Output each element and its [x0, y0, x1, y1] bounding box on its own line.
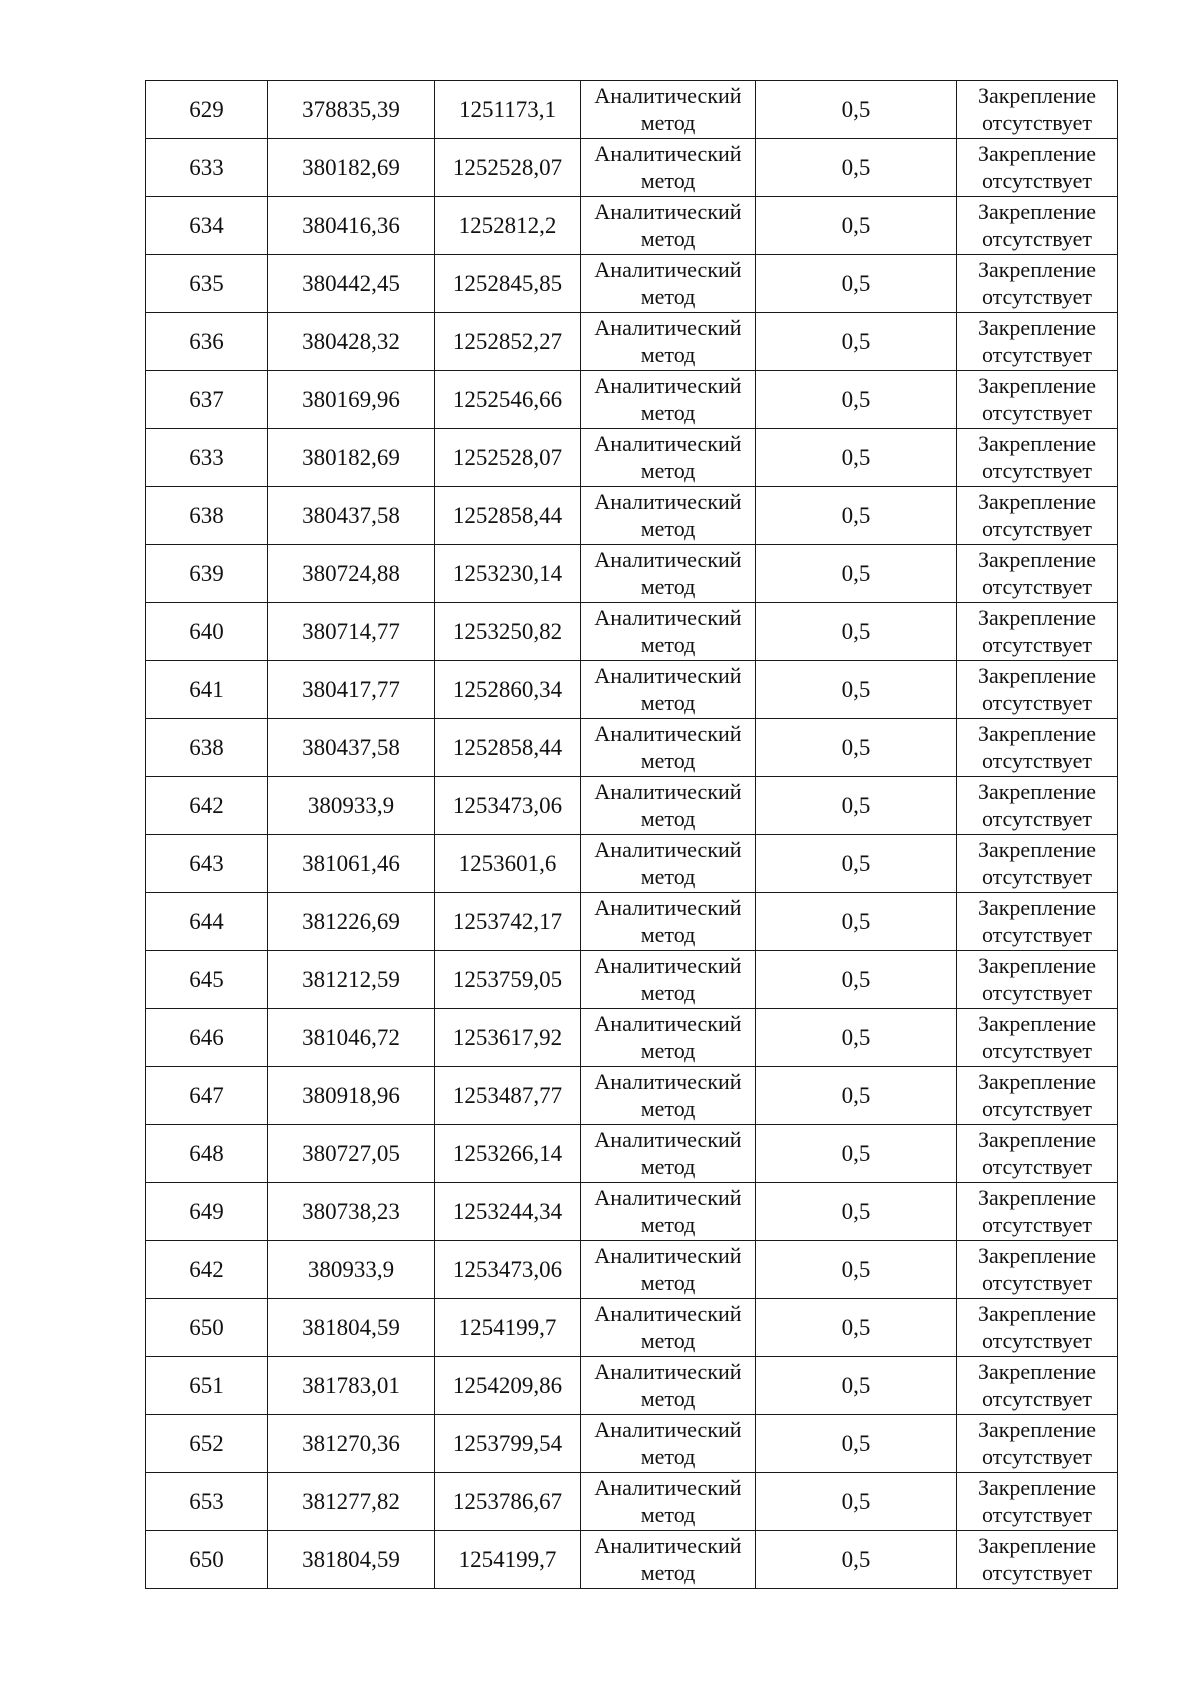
- method-cell: [581, 893, 756, 951]
- method-text-line1: Аналитический: [594, 257, 742, 282]
- method-text-line2: метод: [640, 922, 696, 947]
- point-number-cell: 629: [146, 81, 268, 139]
- fixing-text-line2: отсутствует: [981, 110, 1093, 135]
- x-coordinate-cell: 380727,05: [268, 1125, 435, 1183]
- point-number-cell: 638: [146, 487, 268, 545]
- method-text-line1: Аналитический: [594, 489, 742, 514]
- fixing-cell: [957, 1299, 1118, 1357]
- accuracy-cell: 0,5: [756, 1473, 957, 1531]
- table-row: [146, 1009, 1118, 1067]
- y-coordinate-cell: 1254199,7: [435, 1299, 581, 1357]
- fixing-cell: [957, 139, 1118, 197]
- fixing-cell: [957, 1415, 1118, 1473]
- x-coordinate-cell: 381277,82: [268, 1473, 435, 1531]
- fixing-cell: [957, 1183, 1118, 1241]
- fixing-text-line2: отсутствует: [981, 1386, 1093, 1411]
- point-number-cell: 642: [146, 777, 268, 835]
- point-number-cell: 646: [146, 1009, 268, 1067]
- fixing-text-line2: отсутствует: [981, 284, 1093, 309]
- table-row: [146, 1241, 1118, 1299]
- method-text-line2: метод: [640, 1096, 696, 1121]
- accuracy-cell: 0,5: [756, 1009, 957, 1067]
- method-cell: [581, 1473, 756, 1531]
- fixing-text-line2: отсутствует: [981, 1038, 1093, 1063]
- method-text-line2: метод: [640, 1038, 696, 1063]
- fixing-text-line2: отсутствует: [981, 1154, 1093, 1179]
- accuracy-cell: 0,5: [756, 429, 957, 487]
- method-text-line2: метод: [640, 1154, 696, 1179]
- method-cell: [581, 1009, 756, 1067]
- fixing-text-line1: Закрепление: [977, 837, 1097, 862]
- x-coordinate-cell: 380918,96: [268, 1067, 435, 1125]
- method-text-line1: Аналитический: [594, 895, 742, 920]
- accuracy-cell: 0,5: [756, 1067, 957, 1125]
- method-text-line1: Аналитический: [594, 1475, 742, 1500]
- table-row: [146, 429, 1118, 487]
- x-coordinate-cell: 380428,32: [268, 313, 435, 371]
- fixing-text-line2: отсутствует: [981, 1328, 1093, 1353]
- y-coordinate-cell: 1252858,44: [435, 719, 581, 777]
- table-row: [146, 1531, 1118, 1589]
- table-row: [146, 1415, 1118, 1473]
- method-text-line1: Аналитический: [594, 141, 742, 166]
- fixing-text-line2: отсутствует: [981, 748, 1093, 773]
- y-coordinate-cell: 1253786,67: [435, 1473, 581, 1531]
- x-coordinate-cell: 380437,58: [268, 719, 435, 777]
- accuracy-cell: 0,5: [756, 1241, 957, 1299]
- fixing-text-line2: отсутствует: [981, 1212, 1093, 1237]
- method-cell: [581, 545, 756, 603]
- fixing-text-line1: Закрепление: [977, 83, 1097, 108]
- x-coordinate-cell: 380933,9: [268, 777, 435, 835]
- method-cell: [581, 1067, 756, 1125]
- y-coordinate-cell: 1253799,54: [435, 1415, 581, 1473]
- fixing-text-line1: Закрепление: [977, 315, 1097, 340]
- method-text-line2: метод: [640, 226, 696, 251]
- y-coordinate-cell: 1252852,27: [435, 313, 581, 371]
- fixing-text-line1: Закрепление: [977, 721, 1097, 746]
- method-text-line1: Аналитический: [594, 953, 742, 978]
- accuracy-cell: 0,5: [756, 603, 957, 661]
- x-coordinate-cell: 381212,59: [268, 951, 435, 1009]
- method-cell: [581, 429, 756, 487]
- method-text-line2: метод: [640, 1270, 696, 1295]
- method-text-line1: Аналитический: [594, 605, 742, 630]
- method-cell: [581, 777, 756, 835]
- point-number-cell: 649: [146, 1183, 268, 1241]
- method-text-line2: метод: [640, 1560, 696, 1585]
- method-cell: [581, 313, 756, 371]
- point-number-cell: 638: [146, 719, 268, 777]
- fixing-text-line2: отсутствует: [981, 632, 1093, 657]
- fixing-text-line1: Закрепление: [977, 431, 1097, 456]
- fixing-cell: [957, 893, 1118, 951]
- fixing-cell: [957, 1241, 1118, 1299]
- fixing-text-line2: отсутствует: [981, 168, 1093, 193]
- point-number-cell: 644: [146, 893, 268, 951]
- y-coordinate-cell: 1253244,34: [435, 1183, 581, 1241]
- method-text-line1: Аналитический: [594, 431, 742, 456]
- table-row: [146, 545, 1118, 603]
- method-text-line1: Аналитический: [594, 1359, 742, 1384]
- coordinates-table-body: [146, 81, 1118, 1589]
- method-text-line2: метод: [640, 516, 696, 541]
- method-text-line1: Аналитический: [594, 779, 742, 804]
- x-coordinate-cell: 381226,69: [268, 893, 435, 951]
- method-text-line2: метод: [640, 690, 696, 715]
- point-number-cell: 637: [146, 371, 268, 429]
- method-cell: [581, 197, 756, 255]
- fixing-text-line2: отсутствует: [981, 1270, 1093, 1295]
- method-text-line2: метод: [640, 1502, 696, 1527]
- table-row: [146, 835, 1118, 893]
- table-row: [146, 313, 1118, 371]
- method-text-line2: метод: [640, 1328, 696, 1353]
- method-text-line1: Аналитический: [594, 83, 742, 108]
- x-coordinate-cell: 381046,72: [268, 1009, 435, 1067]
- table-row: [146, 255, 1118, 313]
- fixing-cell: [957, 951, 1118, 1009]
- y-coordinate-cell: 1254209,86: [435, 1357, 581, 1415]
- method-text-line2: метод: [640, 1444, 696, 1469]
- fixing-text-line1: Закрепление: [977, 1127, 1097, 1152]
- fixing-text-line2: отсутствует: [981, 690, 1093, 715]
- fixing-text-line2: отсутствует: [981, 516, 1093, 541]
- method-text-line1: Аналитический: [594, 1301, 742, 1326]
- x-coordinate-cell: 380417,77: [268, 661, 435, 719]
- method-text-line1: Аналитический: [594, 663, 742, 688]
- point-number-cell: 650: [146, 1531, 268, 1589]
- accuracy-cell: 0,5: [756, 893, 957, 951]
- point-number-cell: 633: [146, 139, 268, 197]
- y-coordinate-cell: 1253230,14: [435, 545, 581, 603]
- fixing-cell: [957, 1009, 1118, 1067]
- fixing-cell: [957, 835, 1118, 893]
- table-row: [146, 139, 1118, 197]
- y-coordinate-cell: 1253617,92: [435, 1009, 581, 1067]
- method-cell: [581, 603, 756, 661]
- point-number-cell: 636: [146, 313, 268, 371]
- point-number-cell: 641: [146, 661, 268, 719]
- fixing-text-line1: Закрепление: [977, 663, 1097, 688]
- x-coordinate-cell: 380933,9: [268, 1241, 435, 1299]
- method-cell: [581, 1125, 756, 1183]
- y-coordinate-cell: 1251173,1: [435, 81, 581, 139]
- x-coordinate-cell: 380182,69: [268, 429, 435, 487]
- method-text-line1: Аналитический: [594, 199, 742, 224]
- point-number-cell: 653: [146, 1473, 268, 1531]
- y-coordinate-cell: 1253266,14: [435, 1125, 581, 1183]
- method-text-line2: метод: [640, 1212, 696, 1237]
- x-coordinate-cell: 380714,77: [268, 603, 435, 661]
- x-coordinate-cell: 380442,45: [268, 255, 435, 313]
- fixing-cell: [957, 429, 1118, 487]
- point-number-cell: 647: [146, 1067, 268, 1125]
- fixing-cell: [957, 603, 1118, 661]
- method-cell: [581, 1183, 756, 1241]
- x-coordinate-cell: 380182,69: [268, 139, 435, 197]
- point-number-cell: 643: [146, 835, 268, 893]
- x-coordinate-cell: 380724,88: [268, 545, 435, 603]
- fixing-text-line1: Закрепление: [977, 1243, 1097, 1268]
- x-coordinate-cell: 381804,59: [268, 1299, 435, 1357]
- method-text-line2: метод: [640, 342, 696, 367]
- fixing-text-line2: отсутствует: [981, 1560, 1093, 1585]
- fixing-cell: [957, 1531, 1118, 1589]
- fixing-text-line1: Закрепление: [977, 1301, 1097, 1326]
- method-text-line2: метод: [640, 1386, 696, 1411]
- fixing-text-line1: Закрепление: [977, 1185, 1097, 1210]
- fixing-cell: [957, 371, 1118, 429]
- point-number-cell: 633: [146, 429, 268, 487]
- accuracy-cell: 0,5: [756, 1531, 957, 1589]
- fixing-text-line2: отсутствует: [981, 980, 1093, 1005]
- fixing-text-line2: отсутствует: [981, 226, 1093, 251]
- y-coordinate-cell: 1252812,2: [435, 197, 581, 255]
- accuracy-cell: 0,5: [756, 835, 957, 893]
- method-cell: [581, 1415, 756, 1473]
- y-coordinate-cell: 1252546,66: [435, 371, 581, 429]
- method-text-line1: Аналитический: [594, 1185, 742, 1210]
- accuracy-cell: 0,5: [756, 81, 957, 139]
- method-cell: [581, 719, 756, 777]
- table-row: [146, 603, 1118, 661]
- point-number-cell: 651: [146, 1357, 268, 1415]
- fixing-cell: [957, 313, 1118, 371]
- method-text-line1: Аналитический: [594, 547, 742, 572]
- x-coordinate-cell: 381804,59: [268, 1531, 435, 1589]
- x-coordinate-cell: 381270,36: [268, 1415, 435, 1473]
- accuracy-cell: 0,5: [756, 197, 957, 255]
- x-coordinate-cell: 380738,23: [268, 1183, 435, 1241]
- y-coordinate-cell: 1252858,44: [435, 487, 581, 545]
- method-text-line1: Аналитический: [594, 1243, 742, 1268]
- table-row: [146, 81, 1118, 139]
- table-row: [146, 1067, 1118, 1125]
- method-cell: [581, 1241, 756, 1299]
- fixing-text-line2: отсутствует: [981, 1096, 1093, 1121]
- fixing-text-line1: Закрепление: [977, 1069, 1097, 1094]
- method-text-line2: метод: [640, 748, 696, 773]
- fixing-text-line2: отсутствует: [981, 806, 1093, 831]
- method-cell: [581, 371, 756, 429]
- method-cell: [581, 1299, 756, 1357]
- accuracy-cell: 0,5: [756, 1299, 957, 1357]
- fixing-text-line1: Закрепление: [977, 1417, 1097, 1442]
- method-cell: [581, 1357, 756, 1415]
- fixing-text-line1: Закрепление: [977, 199, 1097, 224]
- fixing-cell: [957, 545, 1118, 603]
- fixing-cell: [957, 777, 1118, 835]
- table-row: [146, 777, 1118, 835]
- method-text-line2: метод: [640, 632, 696, 657]
- method-cell: [581, 81, 756, 139]
- fixing-cell: [957, 661, 1118, 719]
- method-text-line1: Аналитический: [594, 315, 742, 340]
- fixing-cell: [957, 1357, 1118, 1415]
- method-text-line1: Аналитический: [594, 1069, 742, 1094]
- x-coordinate-cell: 380437,58: [268, 487, 435, 545]
- fixing-text-line2: отсутствует: [981, 922, 1093, 947]
- fixing-cell: [957, 197, 1118, 255]
- method-text-line1: Аналитический: [594, 373, 742, 398]
- accuracy-cell: 0,5: [756, 951, 957, 1009]
- fixing-text-line1: Закрепление: [977, 953, 1097, 978]
- table-row: [146, 1183, 1118, 1241]
- method-text-line1: Аналитический: [594, 1417, 742, 1442]
- point-number-cell: 645: [146, 951, 268, 1009]
- x-coordinate-cell: 380169,96: [268, 371, 435, 429]
- y-coordinate-cell: 1253250,82: [435, 603, 581, 661]
- accuracy-cell: 0,5: [756, 487, 957, 545]
- method-text-line1: Аналитический: [594, 837, 742, 862]
- point-number-cell: 639: [146, 545, 268, 603]
- table-row: [146, 893, 1118, 951]
- table-row: [146, 1357, 1118, 1415]
- table-row: [146, 371, 1118, 429]
- method-text-line1: Аналитический: [594, 1011, 742, 1036]
- fixing-cell: [957, 255, 1118, 313]
- method-text-line1: Аналитический: [594, 721, 742, 746]
- point-number-cell: 634: [146, 197, 268, 255]
- fixing-cell: [957, 1473, 1118, 1531]
- fixing-text-line2: отсутствует: [981, 864, 1093, 889]
- point-number-cell: 635: [146, 255, 268, 313]
- fixing-text-line1: Закрепление: [977, 779, 1097, 804]
- fixing-text-line1: Закрепление: [977, 257, 1097, 282]
- y-coordinate-cell: 1253487,77: [435, 1067, 581, 1125]
- y-coordinate-cell: 1252860,34: [435, 661, 581, 719]
- table-row: [146, 1299, 1118, 1357]
- accuracy-cell: 0,5: [756, 719, 957, 777]
- accuracy-cell: 0,5: [756, 545, 957, 603]
- method-text-line2: метод: [640, 980, 696, 1005]
- fixing-cell: [957, 719, 1118, 777]
- fixing-cell: [957, 1067, 1118, 1125]
- fixing-text-line1: Закрепление: [977, 1359, 1097, 1384]
- y-coordinate-cell: 1253759,05: [435, 951, 581, 1009]
- y-coordinate-cell: 1253473,06: [435, 1241, 581, 1299]
- method-cell: [581, 951, 756, 1009]
- fixing-text-line1: Закрепление: [977, 1533, 1097, 1558]
- method-text-line2: метод: [640, 806, 696, 831]
- accuracy-cell: 0,5: [756, 661, 957, 719]
- fixing-text-line1: Закрепление: [977, 1475, 1097, 1500]
- accuracy-cell: 0,5: [756, 1415, 957, 1473]
- accuracy-cell: 0,5: [756, 255, 957, 313]
- method-text-line2: метод: [640, 110, 696, 135]
- y-coordinate-cell: 1252845,85: [435, 255, 581, 313]
- method-text-line2: метод: [640, 574, 696, 599]
- fixing-cell: [957, 1125, 1118, 1183]
- y-coordinate-cell: 1253601,6: [435, 835, 581, 893]
- method-cell: [581, 255, 756, 313]
- fixing-text-line2: отсутствует: [981, 574, 1093, 599]
- accuracy-cell: 0,5: [756, 1125, 957, 1183]
- fixing-text-line1: Закрепление: [977, 373, 1097, 398]
- table-row: [146, 951, 1118, 1009]
- method-text-line2: метод: [640, 458, 696, 483]
- accuracy-cell: 0,5: [756, 313, 957, 371]
- fixing-text-line1: Закрепление: [977, 1011, 1097, 1036]
- table-row: [146, 719, 1118, 777]
- method-text-line1: Аналитический: [594, 1127, 742, 1152]
- fixing-text-line1: Закрепление: [977, 141, 1097, 166]
- y-coordinate-cell: 1252528,07: [435, 429, 581, 487]
- x-coordinate-cell: 380416,36: [268, 197, 435, 255]
- point-number-cell: 640: [146, 603, 268, 661]
- fixing-text-line1: Закрепление: [977, 489, 1097, 514]
- x-coordinate-cell: 381783,01: [268, 1357, 435, 1415]
- fixing-text-line2: отсутствует: [981, 342, 1093, 367]
- point-number-cell: 648: [146, 1125, 268, 1183]
- method-cell: [581, 1531, 756, 1589]
- accuracy-cell: 0,5: [756, 1357, 957, 1415]
- accuracy-cell: 0,5: [756, 139, 957, 197]
- fixing-text-line2: отсутствует: [981, 1502, 1093, 1527]
- y-coordinate-cell: 1252528,07: [435, 139, 581, 197]
- fixing-text-line1: Закрепление: [977, 895, 1097, 920]
- method-cell: [581, 487, 756, 545]
- table-row: [146, 1125, 1118, 1183]
- fixing-text-line1: Закрепление: [977, 605, 1097, 630]
- fixing-cell: [957, 81, 1118, 139]
- point-number-cell: 650: [146, 1299, 268, 1357]
- accuracy-cell: 0,5: [756, 371, 957, 429]
- fixing-text-line2: отсутствует: [981, 1444, 1093, 1469]
- y-coordinate-cell: 1253742,17: [435, 893, 581, 951]
- method-text-line2: метод: [640, 400, 696, 425]
- fixing-text-line2: отсутствует: [981, 458, 1093, 483]
- method-text-line2: метод: [640, 284, 696, 309]
- method-text-line1: Аналитический: [594, 1533, 742, 1558]
- y-coordinate-cell: 1253473,06: [435, 777, 581, 835]
- fixing-text-line2: отсутствует: [981, 400, 1093, 425]
- table-row: [146, 1473, 1118, 1531]
- fixing-text-line1: Закрепление: [977, 547, 1097, 572]
- table-row: [146, 487, 1118, 545]
- y-coordinate-cell: 1254199,7: [435, 1531, 581, 1589]
- table-row: [146, 197, 1118, 255]
- method-cell: [581, 139, 756, 197]
- x-coordinate-cell: 381061,46: [268, 835, 435, 893]
- point-number-cell: 652: [146, 1415, 268, 1473]
- method-text-line2: метод: [640, 864, 696, 889]
- accuracy-cell: 0,5: [756, 777, 957, 835]
- coordinates-table: [145, 80, 1118, 1589]
- fixing-cell: [957, 487, 1118, 545]
- table-row: [146, 661, 1118, 719]
- point-number-cell: 642: [146, 1241, 268, 1299]
- x-coordinate-cell: 378835,39: [268, 81, 435, 139]
- accuracy-cell: 0,5: [756, 1183, 957, 1241]
- method-cell: [581, 661, 756, 719]
- method-text-line2: метод: [640, 168, 696, 193]
- method-cell: [581, 835, 756, 893]
